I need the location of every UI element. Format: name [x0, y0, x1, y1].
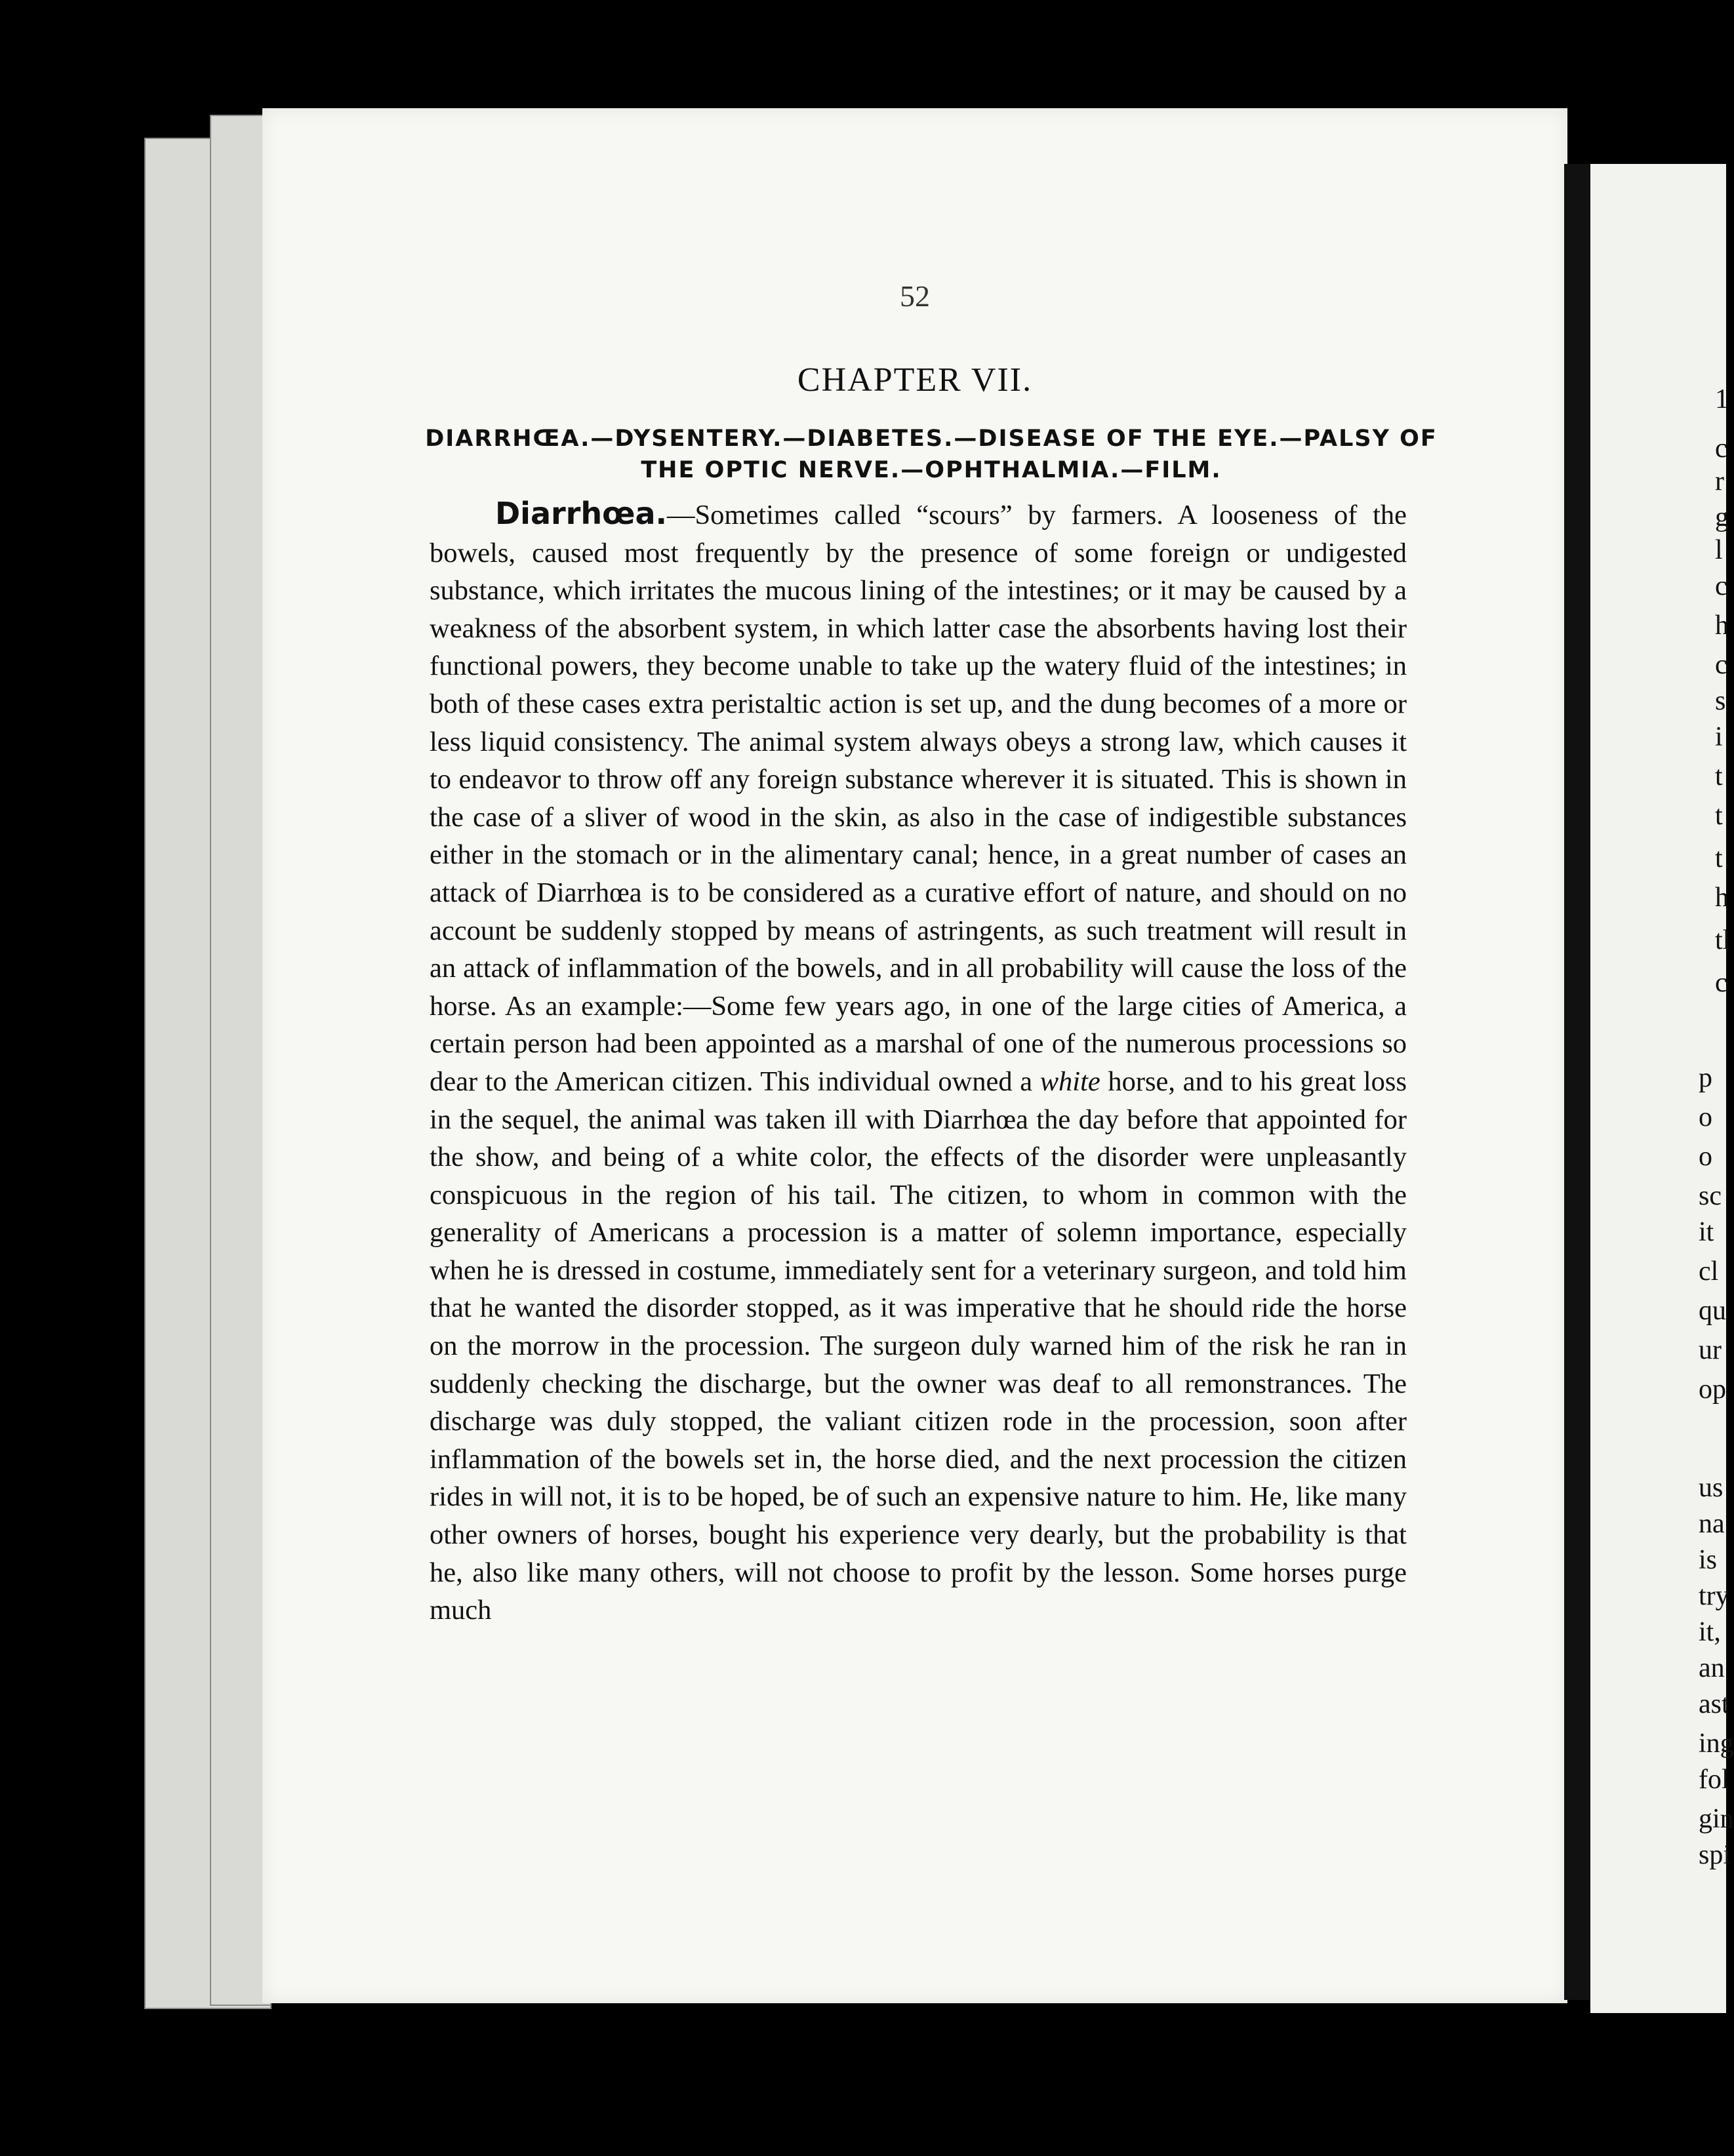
facing-page-fragment: t — [1715, 801, 1723, 831]
chapter-subtitle: DIARRHŒA.—DYSENTERY.—DIABETES.—DISEASE OF THE EYE.—PALSY OF THE OPTIC NERVE.—OPHTHALMIA.—FILM. — [425, 426, 1438, 483]
facing-page-fragment: qu — [1699, 1296, 1726, 1326]
facing-page-fragment: cl — [1699, 1256, 1719, 1287]
facing-page-fragment: try — [1699, 1581, 1729, 1611]
facing-page-fragment: t — [1715, 761, 1723, 791]
facing-page-fragment: us — [1699, 1473, 1724, 1503]
facing-page-fragment: c — [1715, 650, 1727, 680]
book-gutter — [1564, 164, 1590, 2000]
facing-page-fragment: o — [1699, 1102, 1712, 1132]
facing-page-fragment: tl — [1715, 925, 1731, 955]
facing-page-fragment: fol — [1699, 1765, 1729, 1795]
facing-page-fragment: g — [1715, 502, 1729, 532]
facing-page-fragment: na — [1699, 1509, 1725, 1539]
facing-page-fragment: is — [1699, 1545, 1718, 1575]
facing-page-fragment: spi — [1699, 1840, 1731, 1870]
facing-page-fragment: sc — [1699, 1181, 1722, 1211]
facing-page-fragment: i — [1715, 722, 1723, 752]
facing-page-fragment: ing — [1699, 1728, 1734, 1759]
facing-page-fragment: c — [1715, 968, 1727, 998]
facing-page-fragment: t — [1715, 843, 1723, 873]
facing-page-fragment: r — [1715, 466, 1724, 496]
facing-page-fragment: p — [1699, 1063, 1712, 1093]
facing-page-fragment: it — [1699, 1217, 1714, 1247]
facing-page-fragment: c — [1715, 571, 1727, 601]
facing-page-fragment: l — [1715, 535, 1723, 565]
facing-page-fragment: c — [1715, 433, 1727, 464]
facing-page-fragment: ast — [1699, 1689, 1729, 1719]
facing-page-fragment: ur — [1699, 1335, 1722, 1365]
page-number: 52 — [900, 279, 930, 313]
facing-page-fragment: h — [1715, 883, 1729, 913]
lead-word: Diarrhœa. — [495, 496, 667, 531]
book-page — [262, 108, 1567, 2003]
facing-page-fragment: s — [1715, 686, 1726, 716]
facing-page-fragment: op — [1699, 1374, 1726, 1405]
body-text-part-2: horse, and to his great loss in the sequel, the animal was taken ill with Diarrhœa the day before that appointed for the show, and being of a white color, the effects of the disorder were unpleasantly conspicuous in the region of his tail. The citizen, to whom in common with the generality of Americans a procession is a matter of solemn importance, especially when he is dressed in costume, immediately sent for a veterinary surgeon, and told him that he wanted the disorder stopped, as it was imperative that he should ride the horse on the morrow in the procession. The surgeon duly warned him of the risk he ran in suddenly checking the discharge, but the owner was deaf to all remonstrances. The discharge was duly stopped, the valiant citizen rode in the procession, soon after inflammation of the bowels set in, the horse died, and the next procession the citizen rides in will not, it is to be hoped, be of such an expensive nature to him. He, like many other owners of horses, bought his experience very dearly, but the probability is that he, also like many others, will not choose to profit by the lesson. Some horses purge much — [430, 1066, 1407, 1626]
facing-page-fragment: gin — [1699, 1804, 1734, 1834]
body-text-part-1: —Sometimes called “scours” by farmers. A looseness of the bowels, caused most frequently by the presence of some foreign or undigested substance, which irritates the mucous lining of the intestines; or it may be caused by a weakness of the absorbent system, in which latter case the absorbents having lost their functional powers, they become unable to take up the watery fluid of the intestines; in both of these cases extra peristaltic action is set up, and the dung becomes of a more or less liquid consistency. The animal system always obeys a strong law, which causes it to endeavor to throw off any foreign substance wherever it is situated. This is shown in the case of a sliver of wood in the skin, as also in the case of indigestible substances either in the stomach or in the alimentary canal; hence, in a great number of cases an attack of Diarrhœa is to be considered as a curative effort of nature, and should on no account be suddenly stopped by means of astringents, as such treatment will result in an attack of inflammation of the bowels, and in all probability will cause the loss of the horse. As an example:—Some few years ago, in one of the large cities of America, a certain person had been appointed as a marshal of one of the numerous processions so dear to the American citizen. This individual owned a — [430, 500, 1407, 1097]
body-paragraph — [430, 495, 1407, 1629]
facing-page-fragment: it, — [1699, 1617, 1721, 1647]
emphasis-word: white — [1039, 1066, 1100, 1097]
facing-page-fragment: 1 — [1715, 384, 1729, 414]
facing-page-fragment: o — [1699, 1142, 1712, 1172]
facing-page-fragment: an — [1699, 1653, 1725, 1683]
chapter-title: CHAPTER VII. — [797, 361, 1033, 399]
facing-page-fragment: h — [1715, 610, 1729, 641]
